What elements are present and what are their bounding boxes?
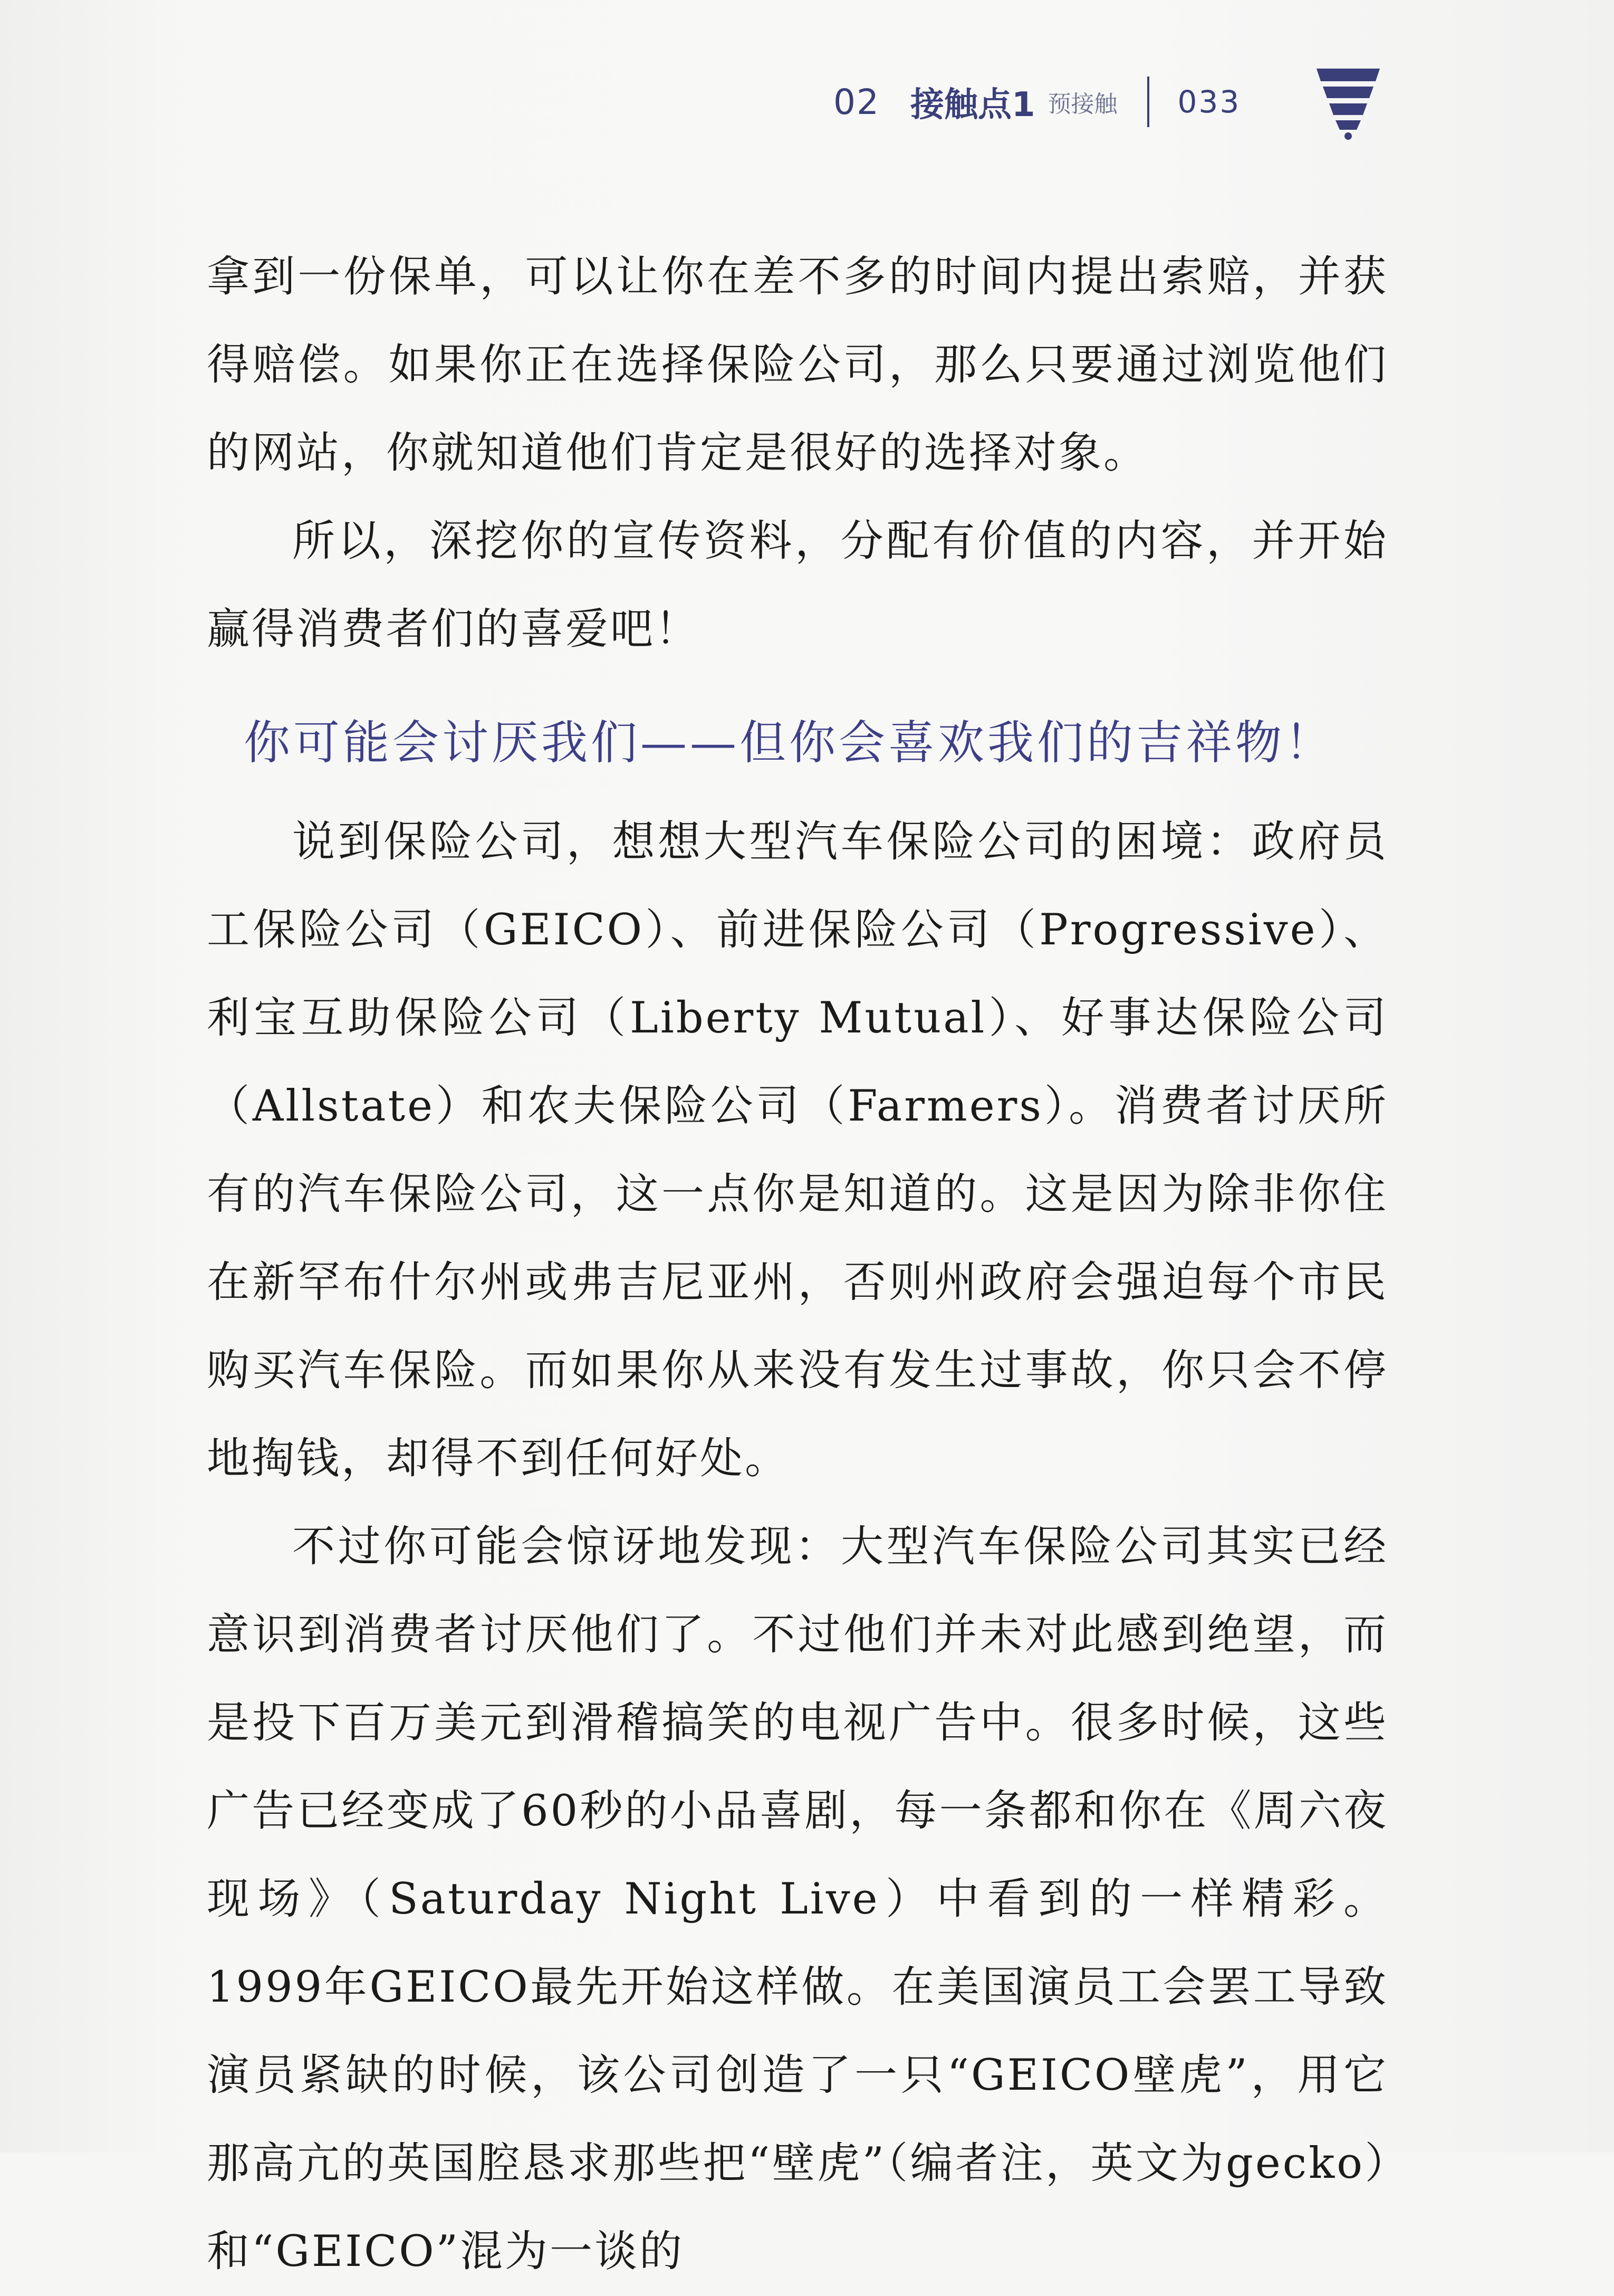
- chapter-title: 接触点1: [910, 85, 1035, 125]
- section-heading: 你可能会讨厌我们——但你会喜欢我们的吉祥物！: [244, 715, 1335, 770]
- paragraph-4: 不过你可能会惊讶地发现：大型汽车保险公司其实已经意识到消费者讨厌他们了。不过他们并未对此感到绝望，而是投下百万美元到滑稽搞笑的电视广告中。很多时候，这些广告已经变成了60秒的小品喜剧，每一条都和你在《周六夜现场》（Saturday Night Live）中看到的一样精彩。1999年GEICO最先开始这样做。在美国演员工会罢工导致演员紧缺的时候，该公司创造了一只“GEICO壁虎”，用它那高亢的英国腔恳求那些把“壁虎”（编者注，英文为gecko）和“GEICO”混为一谈的: [207, 1522, 1388, 2276]
- paragraph-1: 拿到一份保单，可以让你在差不多的时间内提出索赔，并获得赔偿。如果你正在选择保险公司，那么只要通过浏览他们的网站，你就知道他们肯定是很好的选择对象。: [207, 252, 1388, 478]
- chapter-subtitle: 预接触: [1048, 91, 1118, 118]
- funnel-icon: [1314, 65, 1382, 140]
- header-divider: [1147, 76, 1149, 127]
- page-number: 033: [1177, 84, 1241, 120]
- chapter-number: 02: [833, 81, 880, 122]
- body-text: [207, 233, 1388, 2296]
- paragraph-2: 所以，深挖你的宣传资料，分配有价值的内容，并开始赢得消费者们的喜爱吧！: [207, 516, 1388, 654]
- paragraph-3: 说到保险公司，想想大型汽车保险公司的困境：政府员工保险公司（GEICO）、前进保险公司（Progressive）、利宝互助保险公司（Liberty Mutual）、好事达保险公司（Allstate）和农夫保险公司（Farmers）。消费者讨厌所有的汽车保险公司，这一点你是知道的。这是因为除非你住在新罕布什尔州或弗吉尼亚州，否则州政府会强迫每个市民购买汽车保险。而如果你从来没有发生过事故，你只会不停地掏钱，却得不到任何好处。: [207, 817, 1388, 1484]
- running-head: [833, 62, 1241, 141]
